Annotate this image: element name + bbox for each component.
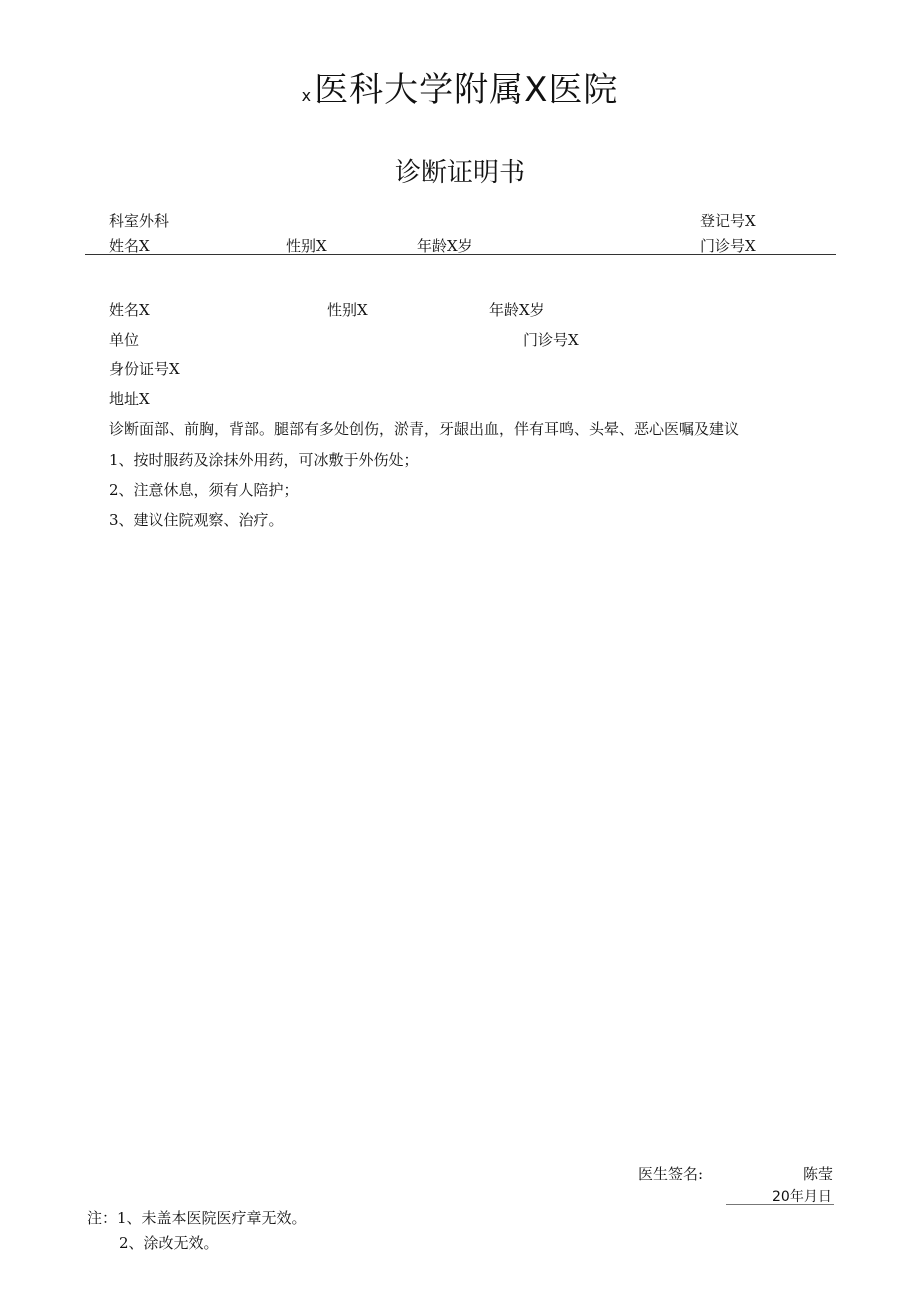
diagnosis-line: 诊断面部、前胸，背部。腿部有多处创伤，淤青，牙龈出血，伴有耳鸣、头晕、恶心医嘱及建议 xyxy=(109,420,740,438)
patient-clinic-number: 门诊号X xyxy=(523,331,579,349)
signature-label: 医生签名: xyxy=(638,1165,704,1183)
hospital-prefix: x xyxy=(301,86,313,105)
header-clinic-number: 门诊号X xyxy=(700,237,756,255)
patient-name: 姓名X xyxy=(109,301,150,319)
patient-address: 地址X xyxy=(109,390,150,408)
header-gender: 性别X xyxy=(286,237,327,255)
header-divider xyxy=(85,254,836,255)
patient-gender: 性别X xyxy=(327,301,368,319)
advice-item: 1、按时服药及涂抹外用药，可冰敷于外伤处； xyxy=(109,451,419,469)
registration-number: 登记号X xyxy=(700,212,756,230)
patient-id-number: 身份证号X xyxy=(109,360,180,378)
hospital-name xyxy=(0,62,920,111)
department: 科室外科 xyxy=(109,212,170,230)
document-title: 诊断证明书 xyxy=(394,158,525,188)
patient-age: 年龄X岁 xyxy=(489,301,545,319)
header-name: 姓名X xyxy=(109,237,150,255)
date-underline xyxy=(726,1204,834,1205)
advice-item: 2、注意休息，须有人陪护； xyxy=(109,481,299,499)
header-age: 年龄X岁 xyxy=(417,237,473,255)
note-line-2: 2、涂改无效。 xyxy=(119,1234,219,1252)
doctor-name: 陈莹 xyxy=(803,1165,834,1183)
signature-date: 20年月日 xyxy=(772,1189,832,1205)
patient-unit: 单位 xyxy=(109,331,140,349)
advice-item: 3、建议住院观察、治疗。 xyxy=(109,511,284,529)
hospital-title: 医科大学附属X医院 xyxy=(314,70,619,110)
note-line-1: 注：1、未盖本医院医疗章无效。 xyxy=(87,1209,307,1227)
